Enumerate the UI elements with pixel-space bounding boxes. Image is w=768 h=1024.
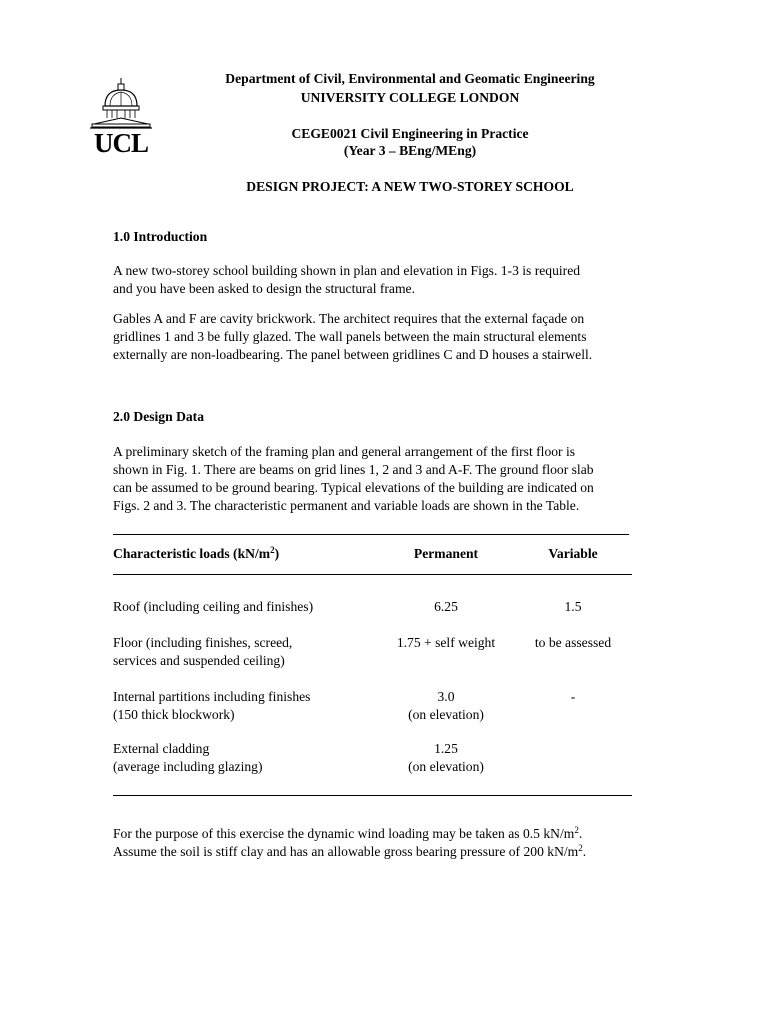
- university-name: UNIVERSITY COLLEGE LONDON: [300, 90, 520, 105]
- course-title: CEGE0021 Civil Engineering in Practice: [291, 126, 529, 141]
- text-line: and you have been asked to design the structural frame.: [113, 281, 415, 296]
- text-line: Figs. 2 and 3. The characteristic permanent and variable loads are shown in the Table.: [113, 498, 580, 513]
- table-bottom-rule: [113, 795, 632, 796]
- table-header-row: [113, 545, 633, 585]
- table-header-permanent: Permanent: [413, 546, 479, 561]
- intro-paragraph-2: [113, 310, 653, 364]
- table-row: [113, 740, 633, 780]
- permanent-value: 6.25: [434, 599, 458, 614]
- table-row: [113, 688, 633, 728]
- load-label: Roof (including ceiling and finishes): [113, 599, 314, 614]
- table-header-loads: Characteristic loads $(kN/m^2)$: [113, 545, 280, 561]
- load-label: External cladding (average including glazing): [113, 741, 263, 774]
- department-name: Department of Civil, Environmental and Geomatic Engineering: [225, 71, 595, 86]
- intro-paragraph-1: [113, 262, 653, 298]
- closing-paragraph: [113, 825, 673, 861]
- table-row: [113, 598, 633, 638]
- variable-value: 1.5: [564, 599, 582, 614]
- ucl-logo-text: UCL: [93, 128, 149, 156]
- project-title: DESIGN PROJECT: A NEW TWO-STOREY SCHOOL: [246, 179, 574, 194]
- text-line: gridlines 1 and 3 be fully glazed. The wall panels between the main structural elements: [113, 329, 587, 344]
- text-line: shown in Fig. 1. There are beams on grid lines 1, 2 and 3 and A-F. The ground floor slab: [113, 462, 594, 477]
- permanent-value: 3.0 (on elevation): [408, 689, 484, 722]
- table-top-rule: [113, 534, 629, 535]
- design-data-heading: 2.0 Design Data: [113, 409, 205, 424]
- intro-heading: 1.0 Introduction: [113, 229, 208, 244]
- text-line: Assume the soil is stiff clay and has an allowable gross bearing pressure of 200 $kN/m^2$.: [113, 843, 587, 859]
- variable-value: -: [570, 689, 576, 704]
- load-label: Floor (including finishes, screed, services and suspended ceiling): [113, 635, 293, 668]
- permanent-value: 1.75 + self weight: [396, 635, 496, 650]
- text-line: A preliminary sketch of the framing plan and general arrangement of the first floor is: [113, 444, 576, 459]
- table-row: [113, 634, 633, 674]
- table-header-rule: [113, 574, 632, 575]
- text-line: For the purpose of this exercise the dynamic wind loading may be taken as 0.5 $kN/m^2$.: [113, 825, 583, 841]
- text-line: can be assumed to be ground bearing. Typical elevations of the building are indicated on: [113, 480, 594, 495]
- variable-value: to be assessed: [534, 635, 612, 650]
- text-line: externally are non-loadbearing. The panel between gridlines C and D houses a stairwell.: [113, 347, 593, 362]
- ucl-logo: [88, 76, 154, 156]
- load-label: Internal partitions including finishes (150 thick blockwork): [113, 689, 311, 722]
- design-data-paragraph: [113, 443, 653, 515]
- text-line: A new two-storey school building shown in plan and elevation in Figs. 1-3 is required: [113, 263, 581, 278]
- table-header-variable: Variable: [548, 546, 598, 561]
- course-year: (Year 3 – BEng/MEng): [343, 143, 477, 158]
- text-line: Gables A and F are cavity brickwork. The architect requires that the external façade on: [113, 311, 585, 326]
- permanent-value: 1.25 (on elevation): [408, 741, 484, 774]
